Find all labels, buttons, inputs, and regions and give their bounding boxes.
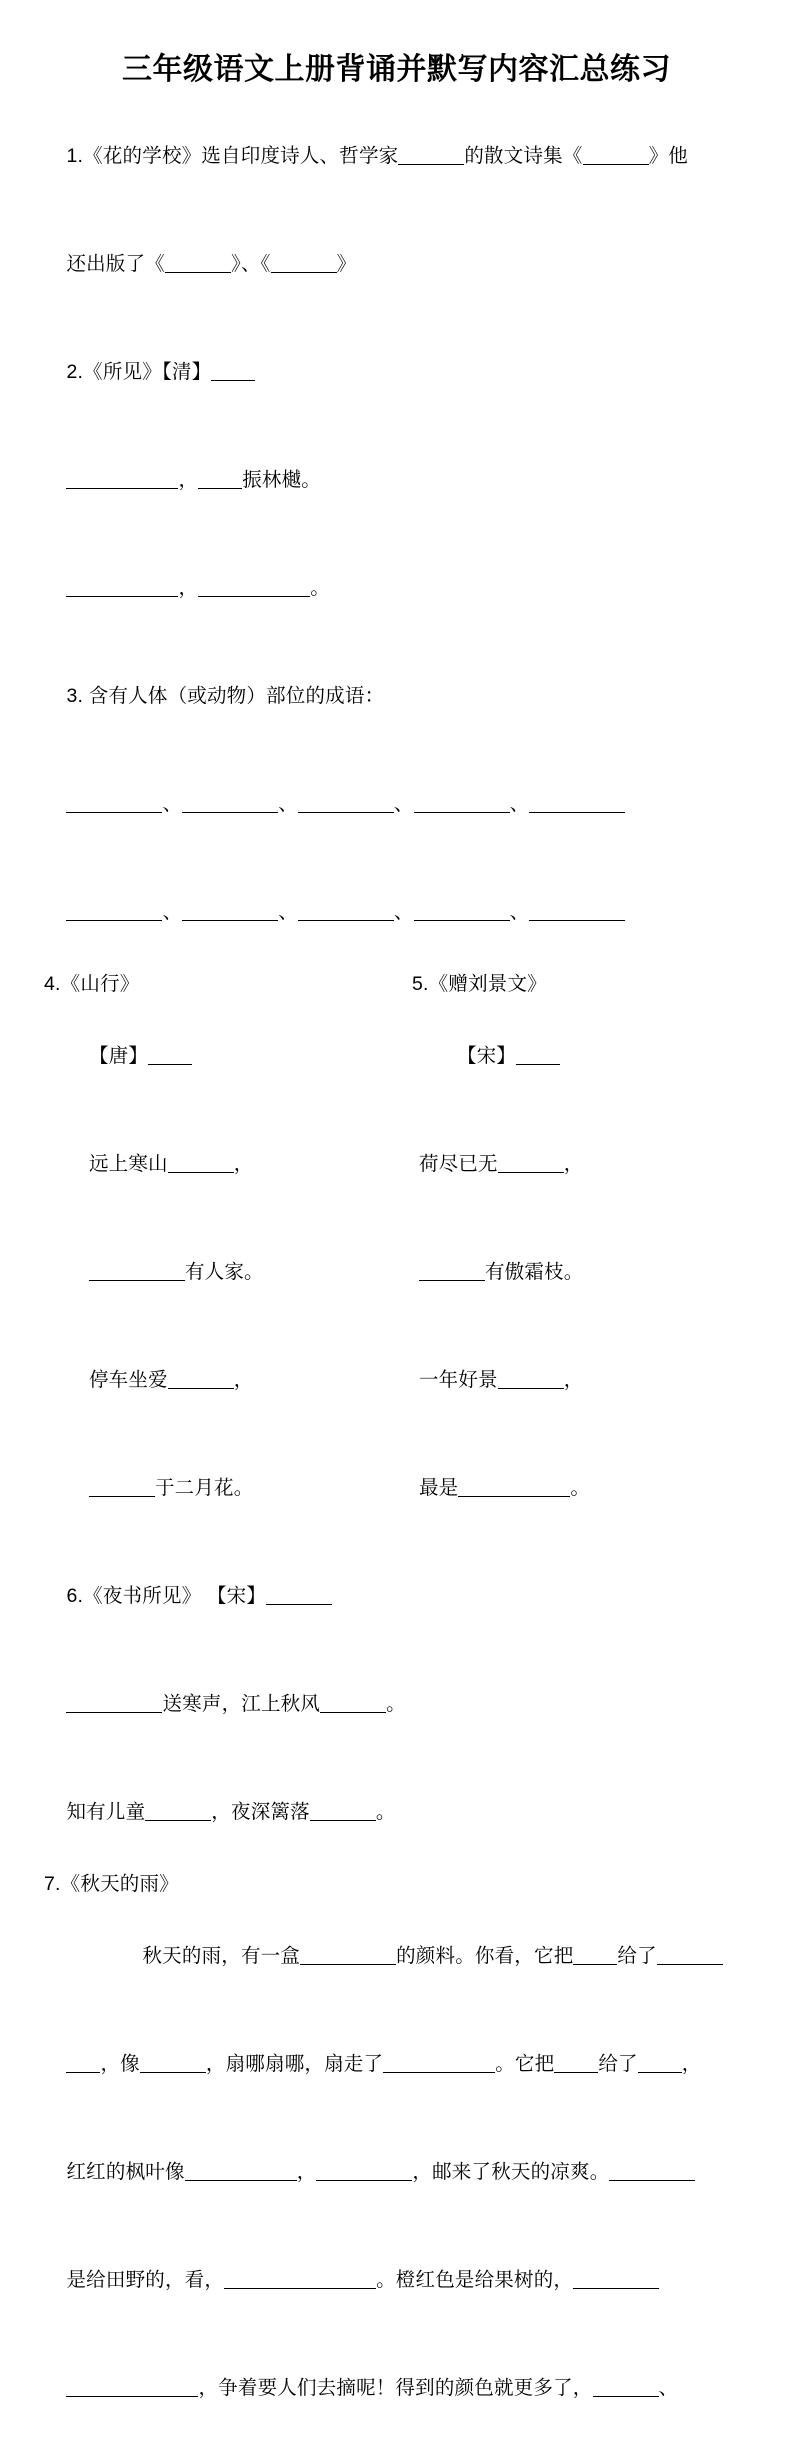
- q5-dynasty-line: [374, 1002, 704, 1110]
- answer-blank[interactable]: [298, 901, 394, 921]
- answer-blank[interactable]: [168, 1153, 234, 1173]
- q4-line3-end: ，: [233, 1369, 254, 1391]
- q7-p1-a: 秋天的雨，有一盒: [142, 1945, 301, 1967]
- question-3-row2: [44, 858, 749, 966]
- q4-line4-end: 于二月花。: [154, 1477, 254, 1499]
- answer-blank[interactable]: [398, 145, 464, 165]
- q5-title: [374, 966, 704, 1002]
- q4-line3: [44, 1326, 374, 1434]
- answer-blank[interactable]: [573, 2269, 659, 2289]
- answer-blank[interactable]: [165, 253, 231, 273]
- question-1: [44, 102, 749, 210]
- q1-line1-part-a: 1.《花的学校》选自印度诗人、哲学家: [66, 145, 399, 167]
- q4-dynasty: 【唐】: [88, 1045, 149, 1067]
- q7-p2-e: ，: [681, 2053, 702, 2075]
- q3-sep: 、: [393, 793, 414, 815]
- answer-blank[interactable]: [529, 793, 625, 813]
- answer-blank[interactable]: [573, 1945, 617, 1965]
- page-title: [44, 52, 749, 88]
- q4-line1-end: ，: [233, 1153, 254, 1175]
- q5-line3-end: ，: [563, 1369, 584, 1391]
- q2-title-text: 2.《所见》【清】: [66, 361, 212, 383]
- q5-line1-end: ，: [563, 1153, 584, 1175]
- answer-blank[interactable]: [316, 2161, 412, 2181]
- q6-line1-b: 。: [386, 1693, 406, 1715]
- q7-p1-c: 给了: [617, 1945, 657, 1967]
- q3-sep: 、: [278, 901, 298, 923]
- answer-blank[interactable]: [516, 1045, 560, 1065]
- q5-line4: [374, 1434, 704, 1542]
- question-3-row1: [44, 750, 749, 858]
- answer-blank[interactable]: [414, 793, 510, 813]
- q7-p4-a: 是给田野的，看，: [66, 2269, 225, 2291]
- q3-sep: 、: [509, 901, 530, 923]
- q7-p2-b: ，扇哪扇哪，扇走了: [205, 2053, 384, 2075]
- poems-4-5-row: [44, 966, 749, 1542]
- question-6-line2: [44, 1758, 749, 1866]
- answer-blank[interactable]: [66, 577, 178, 597]
- question-3-heading: [44, 642, 749, 750]
- q5-line2: [374, 1218, 704, 1326]
- answer-blank[interactable]: [271, 253, 337, 273]
- question-2-title: [44, 318, 749, 426]
- q6-title-text: 6.《夜书所见》 【宋】: [66, 1585, 267, 1607]
- answer-blank[interactable]: [148, 1045, 192, 1065]
- q7-p2-c: 。它把: [495, 2053, 555, 2075]
- q4-dynasty-line: [44, 1002, 374, 1110]
- answer-blank[interactable]: [182, 901, 278, 921]
- q7-p5-b: 、: [658, 2377, 679, 2399]
- answer-blank[interactable]: [298, 793, 394, 813]
- q3-sep: 、: [162, 901, 183, 923]
- answer-blank[interactable]: [638, 2053, 682, 2073]
- answer-blank[interactable]: [89, 1261, 185, 1281]
- question-7-paragraph-2: [44, 2010, 749, 2118]
- question-4: [44, 966, 374, 1542]
- q3-heading-text: 3. 含有人体（或动物）部位的成语：: [66, 685, 385, 707]
- answer-blank[interactable]: [198, 469, 242, 489]
- q4-title: 4.《山行》: [44, 973, 140, 995]
- answer-blank[interactable]: [211, 361, 255, 381]
- q2-line2-part-a: ，: [178, 469, 199, 491]
- q4-line3-text: 停车坐爱: [88, 1369, 168, 1391]
- q3-sep: 、: [278, 793, 298, 815]
- q3-sep: 、: [509, 793, 530, 815]
- q2-line3-part-b: 。: [310, 577, 330, 599]
- q6-line2-c: 。: [375, 1801, 396, 1823]
- answer-blank[interactable]: [66, 1693, 162, 1713]
- answer-blank[interactable]: [414, 901, 510, 921]
- q2-line3-part-a: ，: [178, 577, 199, 599]
- answer-blank[interactable]: [145, 1801, 211, 1821]
- q5-title-text: 5.《赠刘景文》: [412, 973, 547, 995]
- answer-blank[interactable]: [66, 793, 162, 813]
- answer-blank[interactable]: [89, 1477, 155, 1497]
- q5-line4-end: 。: [570, 1477, 591, 1499]
- question-2-line3: [44, 534, 749, 642]
- q5-line4-text: 最是: [418, 1477, 459, 1499]
- answer-blank[interactable]: [66, 2053, 100, 2073]
- q5-dynasty: 【宋】: [456, 1045, 517, 1067]
- answer-blank[interactable]: [593, 2377, 659, 2397]
- answer-blank[interactable]: [498, 1153, 564, 1173]
- page-title-text: 三年级语文上册背诵并默写内容汇总练习: [122, 53, 671, 86]
- answer-blank[interactable]: [224, 2269, 376, 2289]
- answer-blank[interactable]: [383, 2053, 495, 2073]
- q7-p2-a: ，像: [100, 2053, 140, 2075]
- q6-line2-a: 知有儿童: [66, 1801, 146, 1823]
- answer-blank[interactable]: [609, 2161, 695, 2181]
- q6-line1-a: 送寒声，江上秋风: [162, 1693, 321, 1715]
- answer-blank[interactable]: [419, 1261, 485, 1281]
- q1-line2-part-b: 》、《: [231, 253, 271, 275]
- answer-blank[interactable]: [168, 1369, 234, 1389]
- q1-line1-part-b: 的散文诗集《: [464, 145, 583, 167]
- q1-line2-part-a: 还出版了《: [66, 253, 165, 275]
- answer-blank[interactable]: [66, 469, 178, 489]
- answer-blank[interactable]: [185, 2161, 297, 2181]
- answer-blank[interactable]: [320, 1693, 386, 1713]
- q7-p4-b: 。橙红色是给果树的，: [376, 2269, 574, 2291]
- q7-p2-d: 给了: [598, 2053, 638, 2075]
- q5-line2-end: 有傲霜枝。: [484, 1261, 584, 1283]
- q4-line2-end: 有人家。: [184, 1261, 264, 1283]
- q4-line1: [44, 1110, 374, 1218]
- q3-sep: 、: [162, 793, 183, 815]
- q7-p3-c: ，邮来了秋天的凉爽。: [412, 2161, 610, 2183]
- q7-p3-b: ，: [296, 2161, 317, 2183]
- answer-blank[interactable]: [66, 2377, 198, 2397]
- q2-line2-part-b: 振林樾。: [242, 469, 321, 491]
- question-7-paragraph-5: [44, 2334, 749, 2442]
- answer-blank[interactable]: [198, 577, 310, 597]
- q5-line3: [374, 1326, 704, 1434]
- question-6-title: [44, 1542, 749, 1650]
- question-5: [374, 966, 704, 1542]
- answer-blank[interactable]: [657, 1945, 723, 1965]
- question-7-paragraph-1: [44, 1902, 749, 2010]
- question-1-line2: [44, 210, 749, 318]
- q5-line3-text: 一年好景: [418, 1369, 498, 1391]
- q7-p3-a: 红红的枫叶像: [66, 2161, 185, 2183]
- q5-line1: [374, 1110, 704, 1218]
- q4-line1-text: 远上寒山: [88, 1153, 168, 1175]
- q6-line2-b: ，夜深篱落: [211, 1801, 310, 1823]
- q4-line4: [44, 1434, 374, 1542]
- answer-blank[interactable]: [458, 1477, 570, 1497]
- answer-blank[interactable]: [554, 2053, 598, 2073]
- answer-blank[interactable]: [266, 1585, 332, 1605]
- question-7-title: 7.《秋天的雨》: [44, 1873, 179, 1895]
- answer-blank[interactable]: [66, 901, 162, 921]
- question-7-paragraph-4: [44, 2226, 749, 2334]
- answer-blank[interactable]: [140, 2053, 206, 2073]
- question-2-line2: [44, 426, 749, 534]
- answer-blank[interactable]: [498, 1369, 564, 1389]
- question-7-paragraph-3: [44, 2118, 749, 2226]
- answer-blank[interactable]: [310, 1801, 376, 1821]
- answer-blank[interactable]: [583, 145, 649, 165]
- q7-p1-b: 的颜料。你看，它把: [396, 1945, 574, 1967]
- q1-line2-part-c: 》: [336, 253, 357, 275]
- answer-blank[interactable]: [182, 793, 278, 813]
- q5-line1-text: 荷尽已无: [418, 1153, 498, 1175]
- q4-line2: [44, 1218, 374, 1326]
- answer-blank[interactable]: [300, 1945, 396, 1965]
- q3-sep: 、: [393, 901, 414, 923]
- q1-line1-part-c: 》他: [648, 145, 688, 167]
- answer-blank[interactable]: [529, 901, 625, 921]
- question-6-line1: [44, 1650, 749, 1758]
- q7-p5-a: ，争着要人们去摘呢！得到的颜色就更多了，: [198, 2377, 593, 2399]
